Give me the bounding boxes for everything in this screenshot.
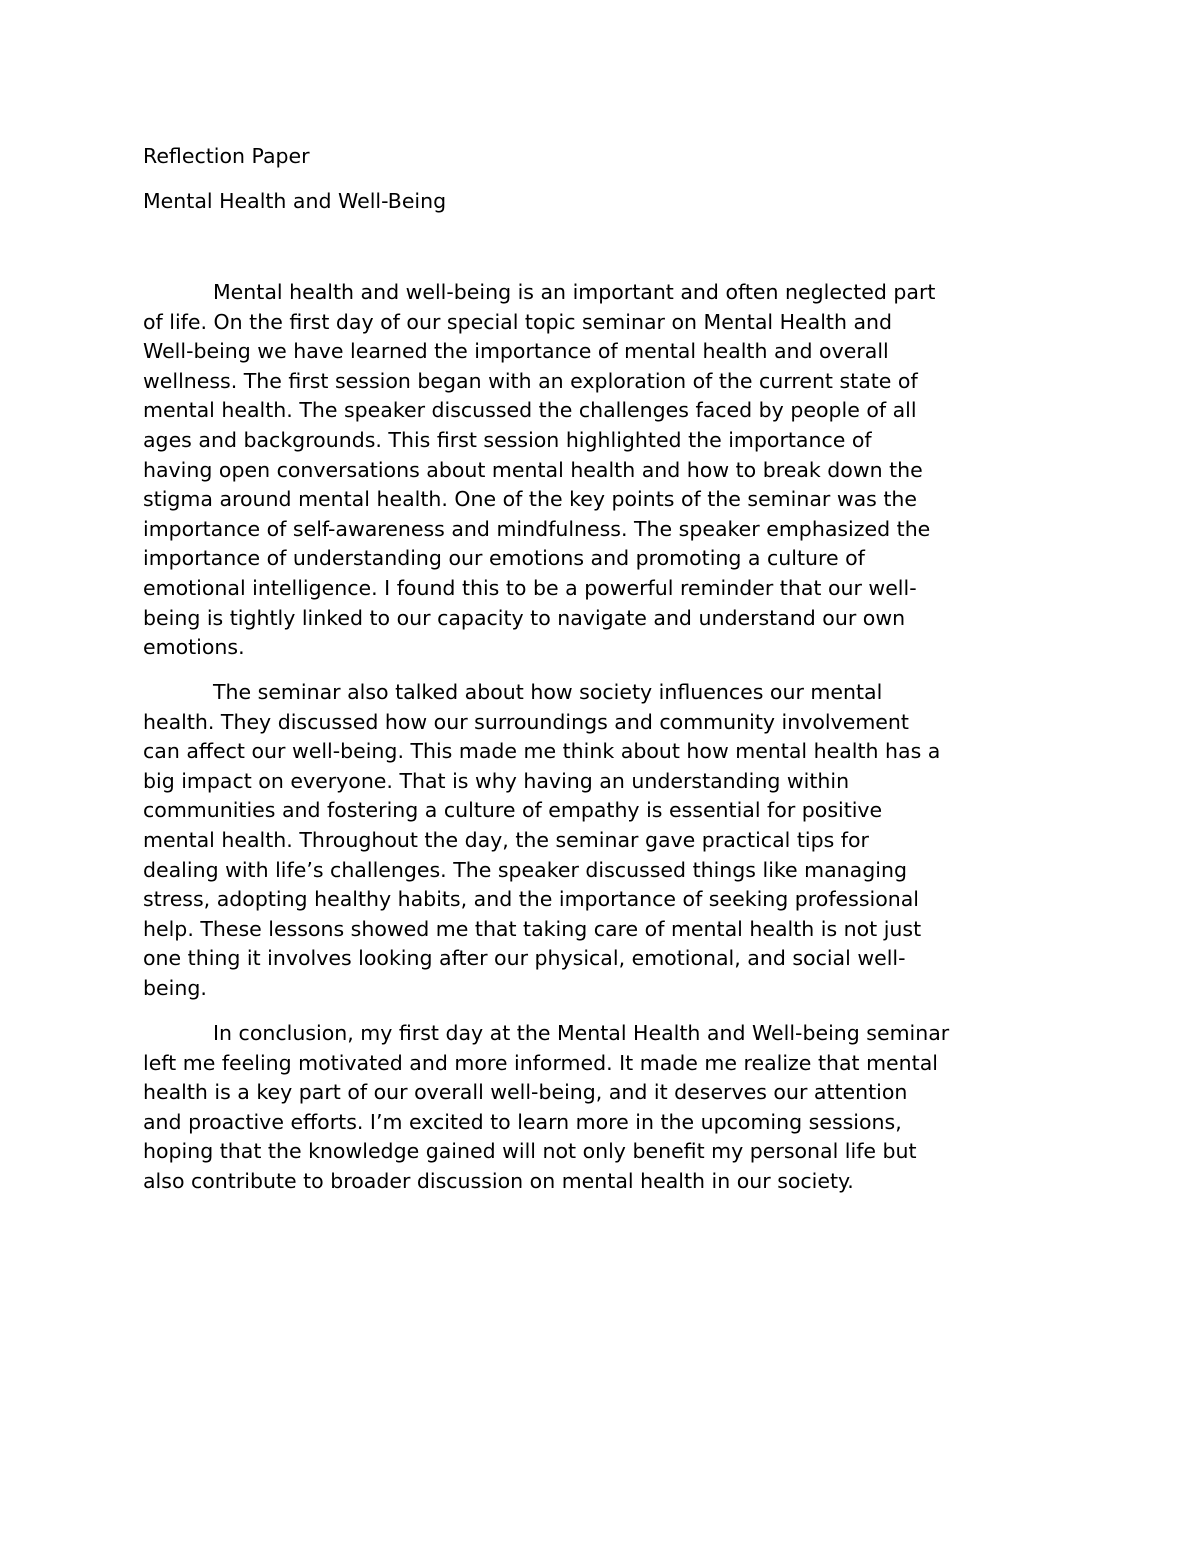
- paragraph-3: [143, 1019, 1083, 1197]
- text-line: emotions.: [143, 635, 245, 660]
- document-body: [143, 278, 1083, 1212]
- paragraph-1: [143, 278, 1083, 663]
- text-line: ages and backgrounds. This first session highlighted the importance of: [143, 427, 872, 452]
- text-line: hoping that the knowledge gained will not only benefit my personal life but: [143, 1139, 917, 1164]
- text-line: In conclusion, my first day at the Mental Health and Well-being seminar: [213, 1021, 950, 1046]
- text-line: stress, adopting healthy habits, and the importance of seeking professional: [143, 887, 920, 912]
- text-line: having open conversations about mental health and how to break down the: [143, 457, 923, 482]
- text-line: dealing with life’s challenges. The speaker discussed things like managing: [143, 857, 907, 882]
- text-line: health. They discussed how our surroundings and community involvement: [143, 709, 909, 734]
- text-line: left me feeling motivated and more informed. It made me realize that mental: [143, 1050, 938, 1075]
- text-line: Well-being we have learned the importance of mental health and overall: [143, 339, 889, 364]
- text-line: Mental health and well-being is an important and often neglected part: [213, 280, 936, 304]
- text-line: of life. On the first day of our special topic seminar on Mental Health and: [143, 309, 893, 334]
- text-line: importance of self-awareness and mindfulness. The speaker emphasized the: [143, 516, 931, 541]
- text-line: stigma around mental health. One of the key points of the seminar was the: [143, 487, 918, 512]
- text-line: communities and fostering a culture of empathy is essential for positive: [143, 798, 883, 823]
- text-line: health is a key part of our overall well-being, and it deserves our attention: [143, 1080, 908, 1105]
- text-line: importance of understanding our emotions and promoting a culture of: [143, 546, 865, 571]
- text-line: emotional intelligence. I found this to be a powerful reminder that our well-: [143, 575, 917, 600]
- text-line: and proactive efforts. I’m excited to learn more in the upcoming sessions,: [143, 1109, 902, 1134]
- text-line: The seminar also talked about how society influences our mental: [213, 680, 883, 705]
- text-line: big impact on everyone. That is why having an understanding within: [143, 768, 850, 793]
- text-line: wellness. The first session began with an exploration of the current state of: [143, 368, 918, 393]
- text-line: can affect our well-being. This made me think about how mental health has a: [143, 739, 941, 764]
- document-title: Reflection Paper: [143, 144, 310, 168]
- text-line: also contribute to broader discussion on mental health in our society.: [143, 1169, 854, 1193]
- text-line: one thing it involves looking after our physical, emotional, and social well-: [143, 946, 906, 971]
- text-line: being.: [143, 976, 207, 1001]
- document-subtitle: Mental Health and Well-Being: [143, 189, 447, 213]
- text-line: being is tightly linked to our capacity to navigate and understand our own: [143, 605, 906, 630]
- text-line: help. These lessons showed me that taking care of mental health is not just: [143, 916, 922, 941]
- text-line: mental health. Throughout the day, the seminar gave practical tips for: [143, 828, 869, 853]
- paragraph-2: [143, 678, 1083, 1004]
- text-line: mental health. The speaker discussed the challenges faced by people of all: [143, 398, 917, 423]
